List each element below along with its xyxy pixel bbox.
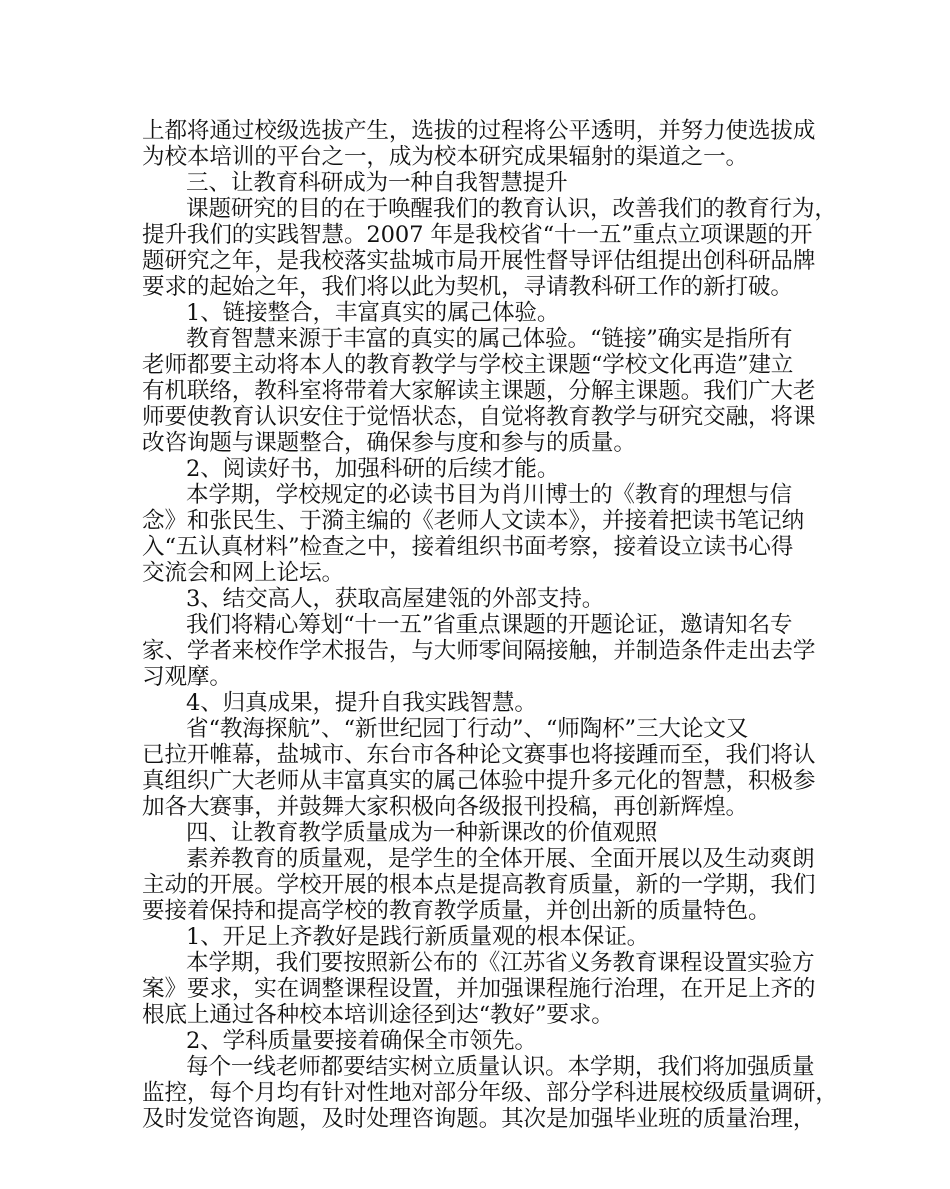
text-line: 案》要求，实在调整课程设置，并加强课程施行治理，在开足上齐的 [142,976,816,1002]
text-line: 本学期，我们要按照新公布的《江苏省义务教育课程设置实验方 [186,950,815,976]
subheading: 1、开足上齐教好是践行新质量观的根本保证。 [186,924,650,950]
text-line: 要接着保持和提高学校的教育教学质量，并创出新的质量特色。 [142,898,771,924]
text-line: 监控，每个月均有针对性地对部分年级、部分学科进展校级质量调研， [142,1080,838,1106]
text-line: 家、学者来校作学术报告，与大师零间隔接触，并制造条件走出去学 [142,638,816,664]
text-line: 加各大赛事，并鼓舞大家积极向各级报刊投稿，再创新辉煌。 [142,794,748,820]
text-line: 交流会和网上论坛。 [142,560,344,586]
text-line: 本学期，学校规定的必读书目为肖川博士的《教育的理想与信 [186,482,792,508]
text-line: 已拉开帷幕，盐城市、东台市各种论文赛事也将接踵而至，我们将认 [142,742,816,768]
subheading: 2、阅读好书，加强科研的后续才能。 [186,456,560,482]
text-line: 上都将通过校级选拔产生，选拔的过程将公平透明，并努力使选拔成 [142,118,816,144]
text-line: 老师都要主动将本人的教育教学与学校主课题“学校文化再造”建立 [142,352,794,378]
section-heading: 三、让教育科研成为一种自我智慧提升 [186,170,568,196]
text-line: 入“五认真材料”检查之中，接着组织书面考察，接着设立读书心得 [142,534,794,560]
text-line: 及时发觉咨询题，及时处理咨询题。其次是加强毕业班的质量治理， [142,1106,816,1132]
subheading: 3、结交高人，获取高屋建瓴的外部支持。 [186,586,605,612]
text-line: 为校本培训的平台之一，成为校本研究成果辐射的渠道之一。 [142,144,748,170]
text-line: 要求的起始之年，我们将以此为契机，寻请教科研工作的新打破。 [142,274,793,300]
text-line: 每个一线老师都要结实树立质量认识。本学期，我们将加强质量 [186,1054,815,1080]
subheading: 2、学科质量要接着确保全市领先。 [186,1028,537,1054]
text-line: 师要使教育认识安住于觉悟状态，自觉将教育教学与研究交融，将课 [142,404,816,430]
subheading: 1、链接整合，丰富真实的属己体验。 [186,300,560,326]
subheading: 4、归真成果，提升自我实践智慧。 [186,690,537,716]
text-line: 我们将精心筹划“十一五”省重点课题的开题论证，邀请知名专 [186,612,793,638]
text-line: 主动的开展。学校开展的根本点是提高教育质量，新的一学期，我们 [142,872,816,898]
text-line: 习观摩。 [142,664,232,690]
text-line: 真组织广大老师从丰富真实的属己体验中提升多元化的智慧，积极参 [142,768,816,794]
text-line: 念》和张民生、于漪主编的《老师人文读本》，并接着把读书笔记纳 [142,508,805,534]
text-line: 提升我们的实践智慧。2007 年是我校省“十一五”重点立项课题的开 [142,222,813,248]
text-line: 改咨询题与课题整合，确保参与度和参与的质量。 [142,430,636,456]
text-line: 课题研究的目的在于唤醒我们的教育认识，改善我们的教育行为， [186,196,837,222]
text-line: 题研究之年，是我校落实盐城市局开展性督导评估组提出创科研品牌 [142,248,816,274]
text-line: 教育智慧来源于丰富的真实的属己体验。“链接”确实是指所有 [186,326,793,352]
section-heading: 四、让教育教学质量成为一种新课改的价值观照 [186,820,658,846]
text-line: 根底上通过各种校本培训途径到达“教好”要求。 [142,1002,614,1028]
text-line: 有机联络，教科室将带着大家解读主课题，分解主课题。我们广大老 [142,378,816,404]
text-line: 素养教育的质量观，是学生的全体开展、全面开展以及生动爽朗 [186,846,815,872]
text-line: 省“教海探航”、“新世纪园丁行动”、“师陶杯”三大论文又 [186,716,749,742]
